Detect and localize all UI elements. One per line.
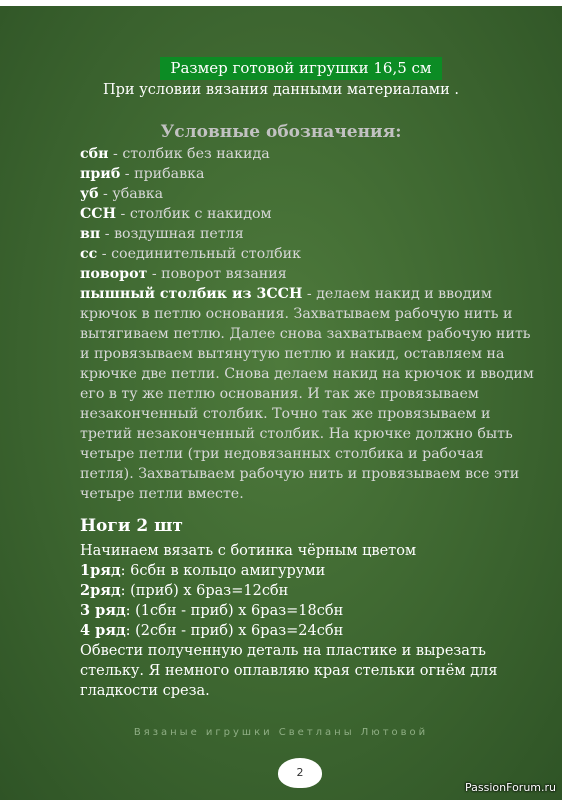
legend-term: ССН xyxy=(80,206,116,222)
legend-item xyxy=(80,284,540,504)
row-instruction: : 6сбн в кольцо амигуруми xyxy=(120,563,326,579)
legend-term: сбн xyxy=(80,146,109,162)
row-instruction: : (2сбн - приб) х 6раз=24сбн xyxy=(125,623,344,639)
abbreviation-legend xyxy=(80,144,540,504)
pattern-row xyxy=(80,561,540,581)
legend-item xyxy=(80,224,540,244)
legend-description: - прибавка xyxy=(120,166,205,182)
footer-author: Вязаные игрушки Светланы Лютовой xyxy=(133,727,429,738)
legend-term: пышный столбик из 3ССН xyxy=(80,286,303,302)
legend-term: уб xyxy=(80,186,99,202)
legend-description: - воздушная петля xyxy=(100,226,244,242)
row-label: 1ряд xyxy=(80,562,121,579)
legend-term: поворот xyxy=(80,266,148,282)
legend-term: приб xyxy=(80,166,121,182)
materials-condition-note: При условии вязания данными материалами . xyxy=(103,82,459,98)
legend-item xyxy=(80,164,540,184)
legs-section xyxy=(80,513,540,701)
legend-item xyxy=(80,244,540,264)
legend-description: - соединительный столбик xyxy=(97,246,301,262)
row-instruction: : (1сбн - приб) х 6раз=18сбн xyxy=(125,603,344,619)
legend-description: - делаем накид и вводим крючок в петлю основания. Захватываем рабочую нить и вытягиваем петлю. Далее снова захватываем рабочую нить и провязываем вытянутую петлю и накид, оставляем на крючке две петли. Снова делаем накид на крючок и вводим его в ту же петлю основания. И так же провязываем незаконченный столбик. Точно так же провязываем и третий незаконченный столбик. На крючке должно быть четыре петли (три недовязанных столбика и рабочая петля). Захватываем рабочую нить и провязываем все эти четыре петли вместе. xyxy=(80,286,534,502)
legend-description: - поворот вязания xyxy=(147,266,287,282)
legend-item xyxy=(80,184,540,204)
toy-size-title: Размер готовой игрушки 16,5 см xyxy=(160,57,442,80)
legend-term: сс xyxy=(80,246,98,262)
row-label: 4 ряд xyxy=(80,622,126,639)
legs-outro: Обвести полученную деталь на пластике и вырезать стельку. Я немного оплавляю края стельки огнём для гладкости среза. xyxy=(80,643,498,699)
legend-item xyxy=(80,204,540,224)
legend-item xyxy=(80,264,540,284)
legend-description: - столбик с накидом xyxy=(116,206,272,222)
pattern-row xyxy=(80,601,540,621)
row-label: 2ряд xyxy=(80,582,121,599)
page-top-edge xyxy=(0,0,562,6)
legs-intro: Начинаем вязать с ботинка чёрным цветом xyxy=(80,543,417,559)
pattern-row xyxy=(80,581,540,601)
watermark: PassionForum.ru xyxy=(465,781,556,794)
legend-title: Условные обозначения: xyxy=(160,122,402,142)
legend-description: - столбик без накида xyxy=(108,146,270,162)
legend-item xyxy=(80,144,540,164)
row-label: 3 ряд xyxy=(80,602,126,619)
pattern-row xyxy=(80,621,540,641)
legend-term: вп xyxy=(80,226,101,242)
row-instruction: : (приб) х 6раз=12сбн xyxy=(120,583,289,599)
legs-section-title: Ноги 2 шт xyxy=(80,516,183,536)
legend-description: - убавка xyxy=(98,186,164,202)
page-number: 2 xyxy=(278,758,322,788)
